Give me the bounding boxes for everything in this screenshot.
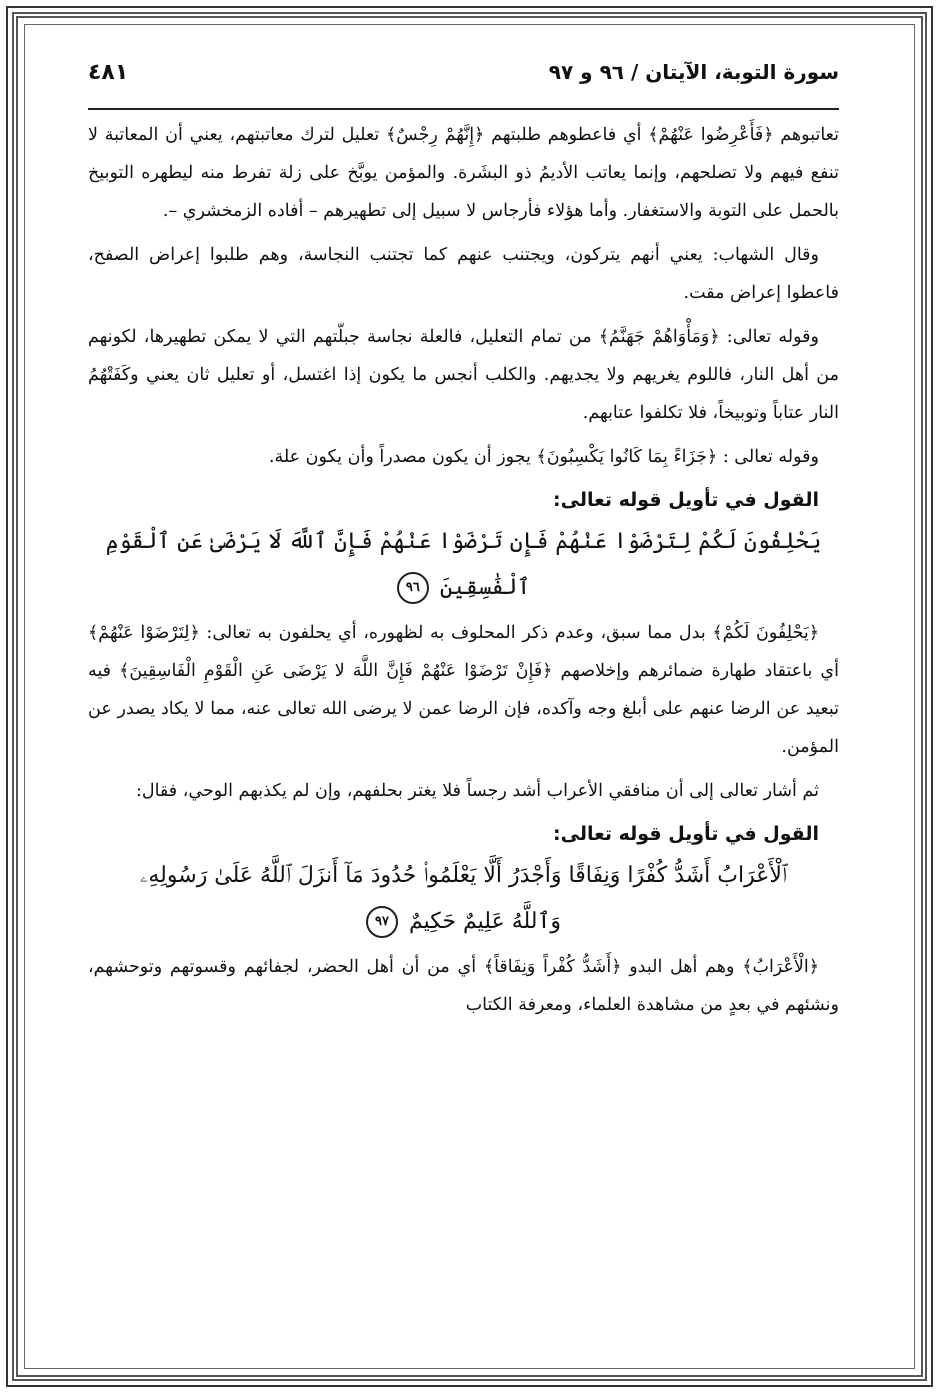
paragraph: ﴿يَحْلِفُونَ لَكُمْ﴾ بدل مما سبق، وعدم ذكر المحلوف به لظهوره، أي يحلفون به تعالى: ﴿لِتَرْضَوْا عَنْهُمْ﴾ أي باعتقاد طهارة ضمائرهم وإخلاصهم ﴿فَإِنْ تَرْضَوْا عَنْهُمْ فَإِنَّ اللَّهَ لا يَرْضَى عَنِ الْقَوْمِ الْفَاسِقِينَ﴾ فيه تبعيد عن الرضا عنهم على أبلغ وجه وآكده، فإن الرضا عمن لا يرضى الله تعالى عنه، مما لا يكاد يصدر عن المؤمن. bbox=[88, 623, 839, 757]
ayah-97-text: وَٱللَّهُ عَلِيمٌ حَكِيمٌ bbox=[408, 909, 561, 934]
surah-title: سورة التوبة، الآيتان / ٩٦ و ٩٧ bbox=[548, 60, 839, 84]
paragraph: وقوله تعالى : ﴿جَزَاءً بِمَا كَانُوا يَكْسِبُونَ﴾ يجوز أن يكون مصدراً وأن يكون علة. bbox=[268, 447, 819, 467]
paragraph: وقوله تعالى: ﴿وَمَأْوَاهُمْ جَهَنَّمُ﴾ من تمام التعليل، فالعلة نجاسة جبلّتهم التي لا يمكن تطهيرها، لكونهم من أهل النار، فاللوم يغريهم ولا يجديهم. والكلب أنجس ما يكون إذا اغتسل، أو تعليل ثان يعني وكَفَتْهُمُ النار عتاباً وتوبيخاً، فلا تكلفوا عتابهم. bbox=[88, 327, 839, 423]
paragraph: ﴿الْأَعْرَابُ﴾ وهم أهل البدو ﴿أَشَدُّ كُفْراً وَنِفَاقاً﴾ أي من أن أهل الحضر، لجفائهم وقسوتهم وتوحشهم، ونشئهم في بعدٍ من مشاهدة العلماء، ومعرفة الكتاب bbox=[88, 957, 839, 1015]
ayah-number-marker: ٩٦ bbox=[397, 572, 429, 604]
page-content bbox=[88, 60, 839, 1333]
ayah-number-marker: ٩٧ bbox=[366, 906, 398, 938]
page-number: ٤٨١ bbox=[88, 60, 129, 85]
ayah-96-text: ٱلْفَٰسِقِينَ bbox=[439, 575, 531, 600]
section-heading: القول في تأويل قوله تعالى: bbox=[553, 489, 819, 511]
ayah-96-line-1: يَحْلِفُونَ لَكُمْ لِتَرْضَوْا عَنْهُمْ فَإِن تَرْضَوْا عَنْهُمْ فَإِنَّ ٱللَّهَ لَا يَرْضَىٰ عَنِ ٱلْقَوْمِ bbox=[105, 529, 822, 554]
paragraph: تعاتبوهم ﴿فَأَعْرِضُوا عَنْهُمْ﴾ أي فاعطوهم طلبتهم ﴿إِنَّهُمْ رِجْسٌ﴾ تعليل لترك معاتبتهم، يعني أن المعاتبة لا تنفع فيهم ولا تصلحهم، وإنما يعاتب الأديمُ ذو البشَرة. والمؤمن يوبَّخ على زلة تفرط منه ليطهره التوبيخ بالحمل على التوبة والاستغفار. وأما هؤلاء فأرجاس لا سبيل إلى تطهيرهم – أفاده الزمخشري –. bbox=[88, 125, 839, 221]
running-header bbox=[88, 60, 839, 110]
section-heading: القول في تأويل قوله تعالى: bbox=[553, 823, 819, 845]
ayah-97-line-1: ٱلْأَعْرَابُ أَشَدُّ كُفْرًا وَنِفَاقًا وَأَجْدَرُ أَلَّا يَعْلَمُوا۟ حُدُودَ مَآ أَنزَلَ ٱللَّهُ عَلَىٰ رَسُولِهِۦ bbox=[140, 863, 787, 888]
paragraph: ثم أشار تعالى إلى أن منافقي الأعراب أشد رجساً فلا يغتر بحلفهم، وإن لم يكذبهم الوحي، فقال: bbox=[135, 781, 819, 801]
ayah-97-line-2 bbox=[88, 900, 839, 944]
paragraph: وقال الشهاب: يعني أنهم يتركون، ويجتنب عنهم كما تجتنب النجاسة، وهم طلبوا إعراض الصفح، فاعطوا إعراض مقت. bbox=[88, 245, 839, 303]
ayah-96-line-2 bbox=[88, 566, 839, 610]
